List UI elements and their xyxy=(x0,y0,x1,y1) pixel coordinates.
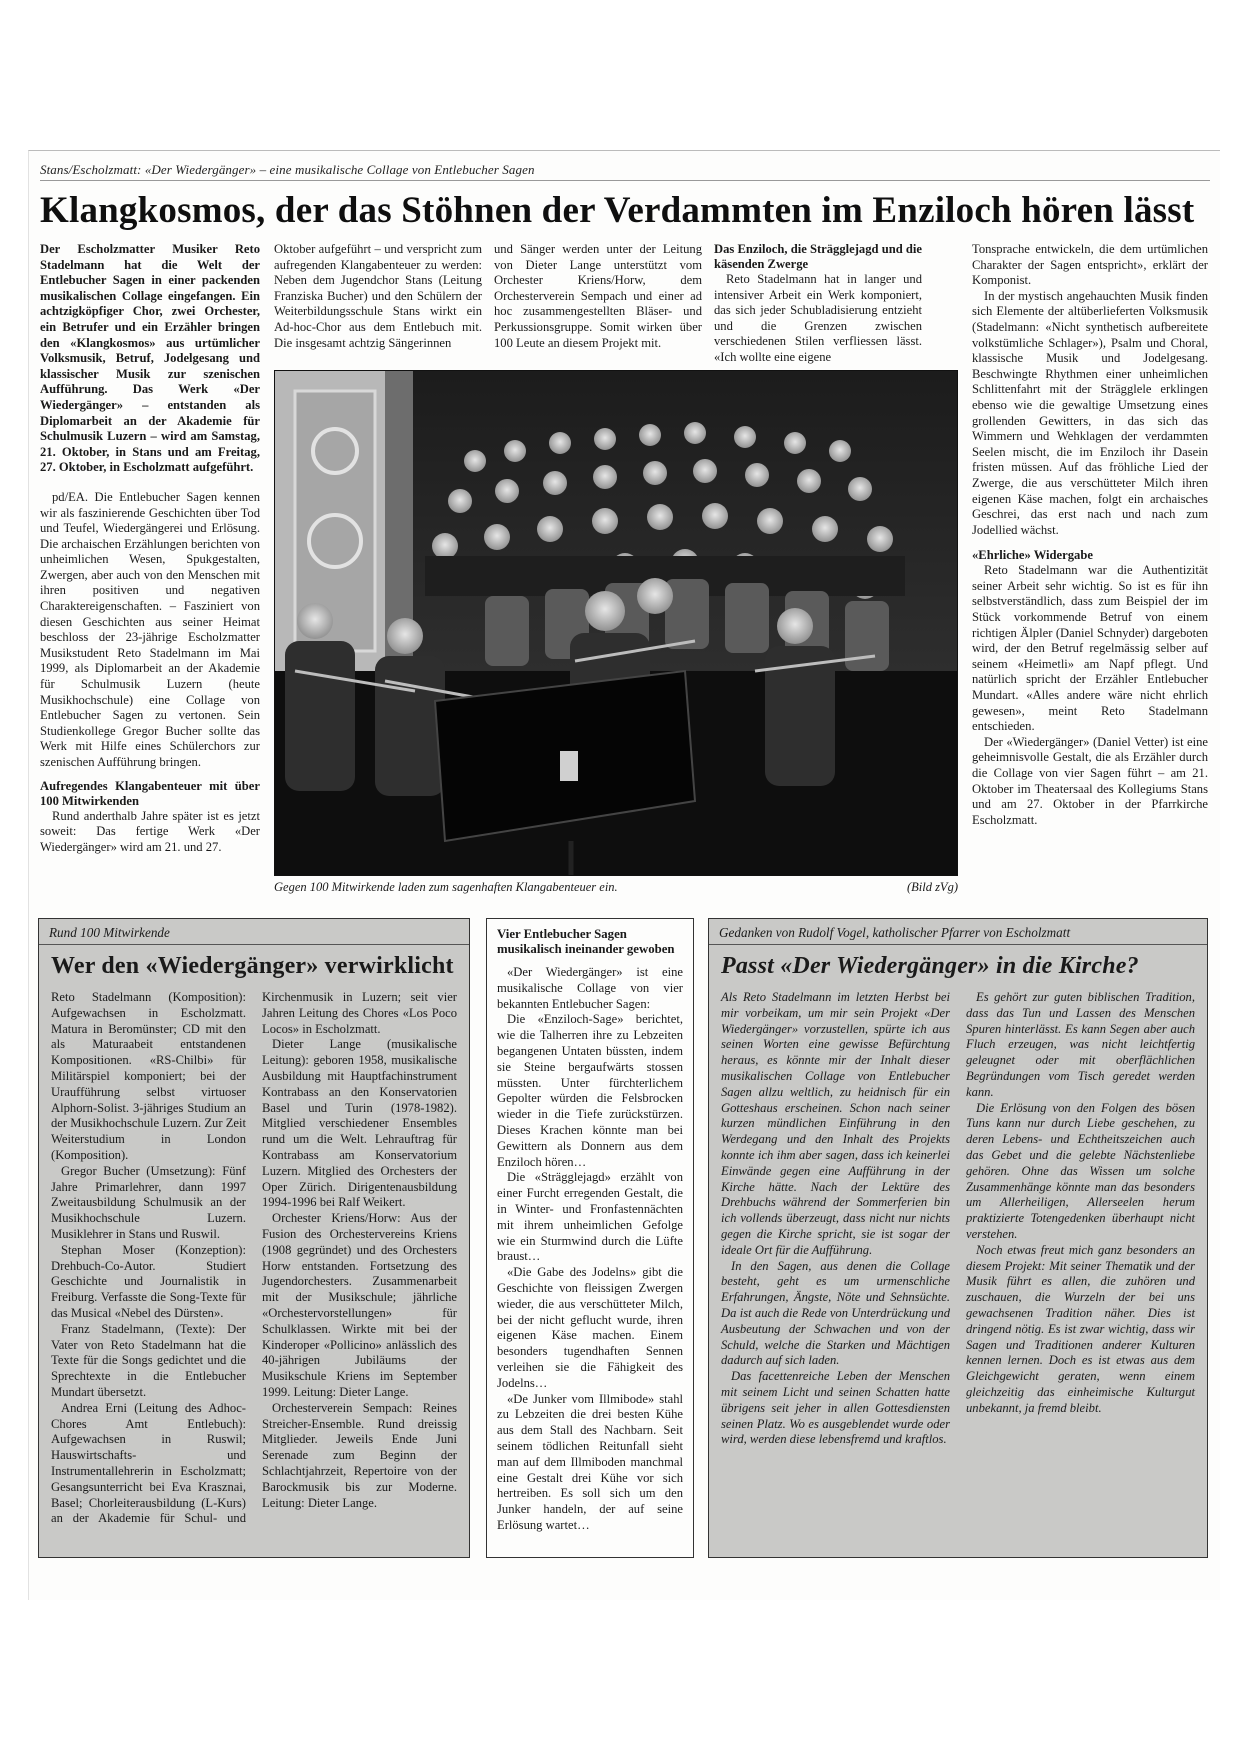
box-sagen xyxy=(486,918,694,1558)
article-body-1: pd/EA. Die Entlebucher Sagen kennen wir als faszinierende Geschichten über Tod und Teufel, Wiedergängerei und Erlösung. Die archaischen Erzählungen berichten von unheimlichen Wesen, Spukgestalten, Zwergen, aber auch von den Menschen mit ihren positiven und negativen Charaktereigenschaften. – Fasziniert von diesen Geschichten aus seiner Heimat beschloss der 23-jährige Escholzmatter Musikstudent Reto Stadelmann im Mai 1999, als Diplomarbeit an der Akademie für Schulmusik Luzern (heute Musikhochschule) eine Collage von Entlebucher Sagen zu vertonen. Sein Studienkollege Gregor Bucher sollte das Werk mit Hilfe eines Schülerchors zur szenischen Aufführung bringen. xyxy=(40,489,260,769)
article-headline: Klangkosmos, der das Stöhnen der Verdammten im Enziloch hören lässt xyxy=(40,190,1195,231)
box-mitwirkende-title: Wer den «Wiedergänger» verwirklicht xyxy=(51,953,454,979)
column-2 xyxy=(274,242,482,351)
column-5 xyxy=(972,242,1208,828)
sagen-paragraph: Die «Strägglejagd» erzählt von einer Furcht erregenden Gestalt, die in Winter- und Fronfastennächten mit ihrem unheimlichen Gefolge wie ein Sturmwind durch die Lüfte braust… xyxy=(497,1170,683,1264)
sagen-paragraph: «De Junker vom Illmibode» stahl zu Lebzeiten die drei besten Kühe aus dem Stall des Nachbarn. Seit seinem tödlichen Reitunfall sieht man auf dem Illmiboden manchmal eine Gestalt drei Kühe vor sich hertreiben. Es soll sich um den Junker handeln, der auf seine Erlösung wartet… xyxy=(497,1391,683,1532)
gedanken-paragraph: Noch etwas freut mich ganz besonders an diesem Projekt: Mit seiner Thematik und der Musik führt es allen, die zuhören und zuschauen, die Wurzeln der bei uns gewachsenen Tradition näher. Dies ist dringend nötig. Es ist zwar wichtig, dass wir Sagen und Traditionen anderer Kulturen kennen lernen. Doch es ist etwas aus dem Gleichgewicht geraten, wenn einem gleichzeitig das einheimische Kulturgut unbekannt, ja fremd bleibt. xyxy=(966,1242,1195,1415)
article-col4: Reto Stadelmann hat in langer und intensiver Arbeit ein Werk komponiert, das sich jeder Schubladisierung entzieht und die Grenzen zwischen verschiedenen Stilen verfliessen lässt. «Ich wollte eine eigene xyxy=(714,272,922,364)
mitwirkende-paragraph: Dieter Lange (musikalische Leitung): geboren 1958, musikalische Ausbildung mit Hauptfachinstrument Kontrabass an den Konservatorien Basel und Turin (1978-1982). Mitglied verschiedener Ensembles rund um die Welt. Lehrauftrag für Kontrabass am Konservatorium Luzern. Mitglied des Orchesters der Oper Zürich. Dirigentenausbildung 1994-1996 bei Ralf Weikert. xyxy=(262,1037,457,1210)
mitwirkende-paragraph: Orchesterverein Sempach: Reines Streicher-Ensemble. Rund dreissig Mitglieder. Jeweils Ende Juni Serenade zum Beginn der Schlachtjahrzeit, Repertoire von der Barockmusik bis zur Moderne. Leitung: Dieter Lange. xyxy=(262,1400,457,1510)
box-sagen-title: Vier Entlebucher Sagen musikalisch ineinander gewoben xyxy=(497,927,675,956)
box-gedanken-body xyxy=(709,982,1207,1448)
column-4 xyxy=(714,242,922,366)
article-body-2: Rund anderthalb Jahre später ist es jetzt soweit: Das fertige Werk «Der Wiedergänger» wird am 21. und 27. xyxy=(40,808,260,854)
article-col2: Oktober aufgeführt – und verspricht zum aufregenden Klangabenteuer zu werden: Neben dem Jugendchor Stans (Leitung Franziska Bucher) und den Schülern der Weiterbildungsschule Stans wirkt ein Ad-hoc-Chor aus dem Entlebuch mit. Die insgesamt achtzig Sängerinnen xyxy=(274,242,482,350)
gedanken-paragraph: Die Erlösung von den Folgen des bösen Tuns kann nur durch Liebe geschehen, zu deren Lebens- und Echtheitszeichen auch das Gebet und die gelebte Nächstenliebe gehören. Ohne das Wissen um solche Zusammenhänge könnte man das besonders um Allerheiligen, Allerseelen herum praktizierte Totengedenken überhaupt nicht verstehen. xyxy=(966,1100,1195,1241)
subheading-klangabenteuer: Aufregendes Klangabenteuer mit über 100 Mitwirkenden xyxy=(40,778,260,808)
box-mitwirkende-body xyxy=(39,982,469,1527)
subheading-ehrliche: «Ehrliche» Widergabe xyxy=(972,548,1093,563)
article-col5b: In der mystisch angehauchten Musik finden sich Elemente der altüberlieferten Volksmusik (Stadelmann: «Nicht synthetisch aufbereitete volkstümliche Schlager»), Psalm und Choral, klassische Musik und Jodelgesang. Beschwingte Rhythmen einer unheimlichen Schlittenfahrt mit der Strägglele erklingen ebenso wie die gewaltige Umsetzung eines grollenden Gewitters, in das sich das Wimmern und Wehklagen der verdammten Seelen mischt, die im Enziloch ihr Dasein fristen müssen. Auf das fröhliche Lied der Zwerge, die aus verschütteter Milch ihren eigenen Käse machen, folgt ein archaisches Geschrei, das erst nach und nach zum Jodellied wächst. xyxy=(972,288,1208,537)
sagen-paragraph: «Der Wiedergänger» ist eine musikalische Collage von vier bekannten Entlebucher Sagen: xyxy=(497,965,683,1011)
mitwirkende-paragraph: Stephan Moser (Konzeption): Drehbuch-Co-Autor. Studiert Geschichte und Journalistik in Freiburg. Verfasste die Song-Texte für das Musical «Nebel des Dürsten». xyxy=(51,1242,246,1320)
article-col5a: Tonsprache entwickeln, die dem urtümlichen Charakter der Sagen entspricht», erklärt der Komponist. xyxy=(972,242,1208,288)
gedanken-paragraph: Es gehört zur guten biblischen Tradition, dass das Tun und Lassen des Menschen Spuren hinterlässt. Es kann Segen aber auch Fluch erzeugen, was nicht leichtfertig geleugnet oder mit oberflächlichen Begründungen vom Tisch geredet werden kann. xyxy=(966,990,1195,1099)
gedanken-paragraph: In den Sagen, aus denen die Collage besteht, geht es um urmenschliche Erfahrungen, Ängste, Nöte und Sehnsüchte. Da ist auch die Rede von Unterdrückung und Ausbeutung der Schwachen und von der Schuld, welche die Starken und Mächtigen dadurch auf sich laden. xyxy=(721,1258,950,1368)
mitwirkende-paragraph: Franz Stadelmann, (Texte): Der Vater von Reto Stadelmann hat die Texte für die Songs gedichtet und die Sprechtexte in die Entlebucher Mundart übersetzt. xyxy=(51,1321,246,1399)
sagen-paragraph: Die «Enziloch-Sage» berichtet, wie die Talherren ihre zu Lebzeiten begangenen Untaten büssten, indem sie Steine bergaufwärts stossen müssten. Unter fürchterlichem Gepolter würden die Felsbrocken wieder in die Tiefe zurückstürzen. Dieses Krachen könnte man bei Gewittern als Donnern aus dem Enziloch hören… xyxy=(497,1012,683,1169)
article-col5c: Reto Stadelmann war die Authentizität seiner Arbeit sehr wichtig. So ist es für ihn selbstverständlich, dass zum Beispiel der im Stück vorkommende Betruf von einem richtigen Älpler (Daniel Schnyder) dargeboten wird, der den Betruf regelmässig selber auf seinem «Heimetli» am Napf pflegt. Und natürlich spricht der Erzähler Entlebucher Mundart. «Alles andere wäre nicht ehrlich gewesen», meint Reto Stadelmann entschieden. xyxy=(972,563,1208,734)
article-col3: und Sänger werden unter der Leitung von Dieter Lange unterstützt vom Orchester Kriens/Horw, dem Orchesterverein Sempach und einer ad hoc zusammengestellten Bläser- und Perkussionsgruppe. Somit wirken über 100 Leute an diesem Projekt mit. xyxy=(494,242,702,350)
mitwirkende-paragraph: Reto Stadelmann (Komposition): Aufgewachsen in Escholzmatt. Matura in Beromünster; CD mit den als Maturaabeit entstandenen Kompositionen. «RS-Chilbi» für Militärspiel komponiert; bei der Uraufführung selbst virtuoser Alphorn-Solist. 3-jähriges Studium an der Musikhochschule Luzern. Zur Zeit Weiterstudium in London (Komposition). xyxy=(51,990,246,1162)
mitwirkende-paragraph: Gregor Bucher (Umsetzung): Fünf Jahre Primarlehrer, dann 1997 Zweitausbildung Schulmusik an der Musikhochschule Luzern. Musiklehrer in Stans und Ruswil. xyxy=(51,1163,246,1241)
photo-credit: (Bild zVg) xyxy=(906,880,958,894)
article-kicker: Stans/Escholzmatt: «Der Wiedergänger» – eine musikalische Collage von Entlebucher Sagen xyxy=(40,162,535,177)
column-1 xyxy=(40,242,260,855)
newspaper-clipping xyxy=(28,150,1220,1600)
subheading-enziloch: Das Enziloch, die Strägglejagd und die käsenden Zwerge xyxy=(714,242,922,271)
gedanken-paragraph: Das facettenreiche Leben der Menschen mit seinem Licht und seinen Schatten hatte übrigens seit jeher in allen Gottesdiensten seinen Platz. Wo es ausgeblendet wurde oder wird, werden diese lebensfremd und kraftlos. xyxy=(721,1369,950,1447)
box-gedanken xyxy=(708,918,1208,1558)
box-gedanken-title: Passt «Der Wiedergänger» in die Kirche? xyxy=(721,953,1139,979)
article-col5d: Der «Wiedergänger» (Daniel Vetter) ist eine geheimnisvolle Gestalt, die als Erzähler durch die Collage von vier Sagen führt – am 21. Oktober im Theatersaal des Kollegiums Stans und am 27. Oktober in der Pfarrkirche Escholzmatt. xyxy=(972,734,1208,827)
caption-text: Gegen 100 Mitwirkende laden zum sagenhaften Klangabenteuer ein. xyxy=(274,880,618,894)
box-mitwirkende-kicker: Rund 100 Mitwirkende xyxy=(39,919,469,945)
photo-caption xyxy=(274,880,958,895)
choir-orchestra-photo xyxy=(274,370,958,876)
gedanken-paragraph: Als Reto Stadelmann im letzten Herbst bei mir vorbeikam, um mir sein Projekt «Der Wiedergänger» vorzustellen, spürte ich aus seinen Worten eine gewisse Befürchtung heraus, es könnte mir der Inhalt dieser musikalischen Collage von Entlebucher Sagen allzu weltlich, zu heidnisch für ein Gotteshaus erscheinen. Schon nach seiner kurzen mündlichen Einführung in den Werdegang und den Inhalt des Projekts konnte ich ihm aber sagen, dass ich keinerlei Einwände gegen eine Aufführung in der Kirche hätte. Nach der Lektüre des Drehbuchs während der Sommerferien bin ich vollends überzeugt, dass nicht nur nichts gegen die Kirche spricht, sie ist sogar der ideale Ort für die Aufführung. xyxy=(721,990,950,1257)
article-lead: Der Escholzmatter Musiker Reto Stadelmann hat die Welt der Entlebucher Sagen in einer packenden musikalischen Collage eingefangen. Ein achtzigköpfiger Chor, zwei Orchester, ein Betrufer und ein Erzähler bringen den «Klangkosmos» aus urtümlicher Volksmusik, Betruf, Jodelgesang und klassischer Musik zur szenischen Aufführung. Das Werk «Der Wiedergänger» – entstanden als Diplomarbeit an der Akademie für Schulmusik Luzern – wird am Samstag, 21. Oktober, in Stans und am Freitag, 27. Oktober, in Escholzmatt aufgeführt. xyxy=(40,242,260,475)
mitwirkende-paragraph: Orchester Kriens/Horw: Aus der Fusion des Orchestervereins Kriens (1908 gegründet) und des Orchesters Horw entstanden. Fortsetzung des Jugendorchesters. Zusammenarbeit mit der Musikschule; jährliche «Orchestervorstellungen» für Schulklassen. Wirkte mit bei der Kinderoper «Pollicino» anlässlich des 40-jährigen Jubiläums der Musikschule Kriens im September 1999. Leitung: Dieter Lange. xyxy=(262,1211,457,1399)
kicker-rule xyxy=(40,180,1210,181)
mitwirkende-paragraph: Andrea Erni (Leitung des Adhoc-Chores Amt Entlebuch): Aufgewachsen in Ruswil; Hauswirtschafts- und Instrumentallehrerin in Escholzmatt; Gesangsunterricht bei Eva Krasznai, Basel; Chorleiterausbildung (L-Kurs) an der Akademie für Schul- und Kirchenmusik in Luzern; seit vier Jahren Leitung des Chores «Los Poco Locos» in Escholzmatt. xyxy=(51,990,457,1526)
column-3 xyxy=(494,242,702,351)
sagen-paragraph: «Die Gabe des Jodelns» gibt die Geschichte von fleissigen Zwergen wieder, die aus verschütteter Milch, bei der nicht geflucht wurde, ihren eigenen Käse machen. Einem besonders tugendhaften Sennen verleihen sie die Fähigkeit des Jodelns… xyxy=(497,1265,683,1390)
box-mitwirkende xyxy=(38,918,470,1558)
box-sagen-body xyxy=(487,957,693,1542)
box-gedanken-kicker: Gedanken von Rudolf Vogel, katholischer Pfarrer von Escholzmatt xyxy=(709,919,1207,945)
